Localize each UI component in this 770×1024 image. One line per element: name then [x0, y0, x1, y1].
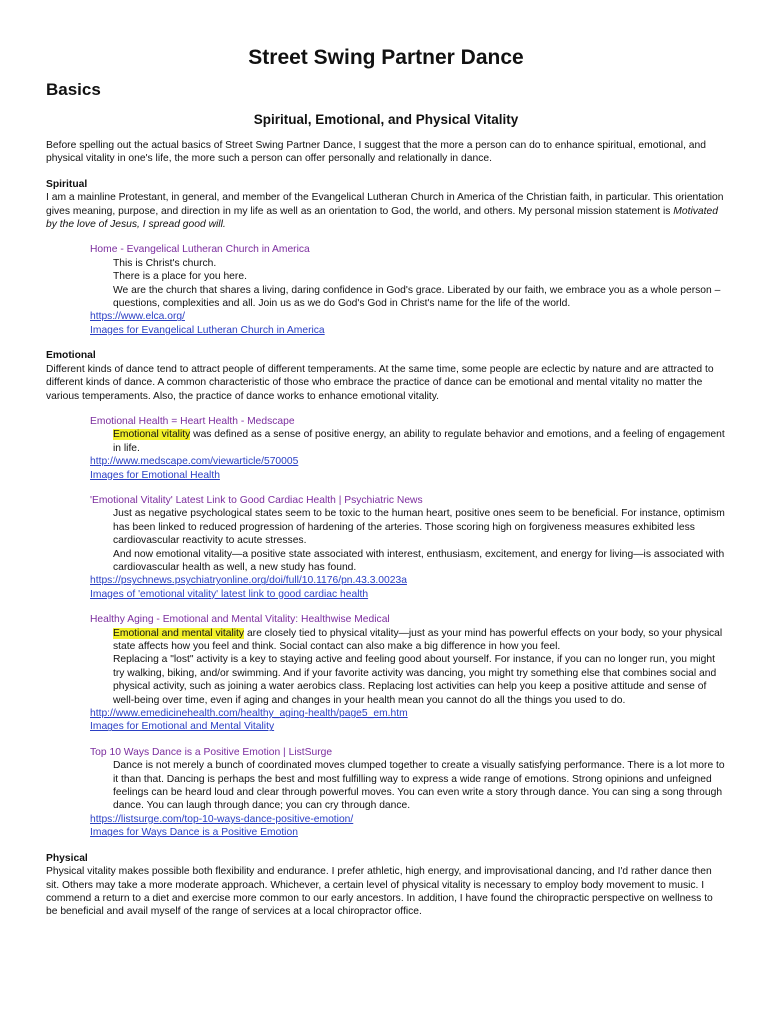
- intro-paragraph: Before spelling out the actual basics of Street Swing Partner Dance, I suggest that the more a person can do to enhance spiritual, emotional, and physical vitality in one's life, the more such a person can offer personally and relationally in dance.: [46, 140, 706, 165]
- psychnews-images-link[interactable]: Images of 'emotional vitality' latest link to good cardiac health: [90, 588, 369, 600]
- elca-reference: [90, 243, 726, 337]
- physical-paragraph: Physical vitality makes possible both flexibility and endurance. I prefer athletic, high energy, and improvisational dancing, and I'd rather dance then sit. Others may take a more moderate approach. Whichever, a certain level of physical vitality is necessary to employ body movement to music. I commend a return to a diet and exercise more common to our early ancestors. In addition, I have found the chiropractic perspective on wellness to be beneficial and avail myself of the range of services at a local chiropractor office.: [46, 866, 713, 918]
- highlighted-term: Emotional and mental vitality: [113, 627, 245, 639]
- listsurge-title-link[interactable]: Top 10 Ways Dance is a Positive Emotion | ListSurge: [90, 746, 333, 758]
- spiritual-section: [46, 178, 726, 337]
- healthwise-quote-text: are closely tied to physical vitality—just as your mind has powerful effects on your body, so your physical state affects how you feel and think. Social contact can also make a big difference in how you feel.: [113, 627, 723, 652]
- psychnews-reference: [90, 494, 726, 601]
- healthwise-quote-1: [113, 627, 726, 654]
- elca-quote-2: There is a place for you here.: [113, 271, 247, 283]
- mission-statement: Motivated by the love of Jesus, I spread good will.: [46, 205, 718, 231]
- spiritual-heading: Spiritual: [46, 178, 88, 190]
- psychnews-url-link[interactable]: https://psychnews.psychiatryonline.org/doi/full/10.1176/pn.43.3.0023a: [90, 575, 407, 587]
- emotional-paragraph: Different kinds of dance tend to attract people of different temperaments. At the same time, some people are eclectic by nature and are attracted to different kinds of dance. A common characteristic of those who embrace the practice of dance can be emotional and mental vitality no matter the various temperaments. Also, the practice of dance works to enhance emotional vitality.: [46, 363, 714, 402]
- medscape-quote: [113, 428, 726, 455]
- elca-url-link[interactable]: https://www.elca.org/: [90, 311, 185, 323]
- elca-images-link[interactable]: Images for Evangelical Lutheran Church in America: [90, 324, 325, 336]
- elca-title-link[interactable]: Home - Evangelical Lutheran Church in America: [90, 244, 310, 256]
- physical-section: [46, 852, 726, 919]
- psychnews-quote-2: And now emotional vitality—a positive state associated with interest, enthusiasm, excitement, and energy for living—is associated with cardiovascular health as well, a new study has found.: [113, 548, 725, 573]
- listsurge-quote: Dance is not merely a bunch of coordinated moves clumped together to create a visually satisfying performance. There is a lot more to it than that. Dancing is perhaps the best and most fulfilling way to express a wide range of emotions. Strong opinions and unfeigned feelings can be heard loud and clear through powerful moves. You can even write a story through dance. You can sing a song through dance. You can laugh through dance; you can cry through dance.: [113, 760, 725, 812]
- subtitle: Spiritual, Emotional, and Physical Vitality: [253, 112, 519, 127]
- medscape-title-link[interactable]: Emotional Health = Heart Health - Medscape: [90, 415, 295, 427]
- listsurge-reference: [90, 746, 726, 840]
- psychnews-quote-1: Just as negative psychological states seem to be toxic to the human heart, positive ones seem to be beneficial. For instance, optimism has been linked to reduced progression of hardening of the arteries. Those scoring high on forgiveness measures exhibited less cardiovascular reactivity to acute stresses.: [113, 508, 725, 547]
- healthwise-images-link[interactable]: Images for Emotional and Mental Vitality: [90, 721, 275, 733]
- listsurge-url-link[interactable]: https://listsurge.com/top-10-ways-dance-positive-emotion/: [90, 813, 354, 825]
- healthwise-title-link[interactable]: Healthy Aging - Emotional and Mental Vitality: Healthwise Medical: [90, 614, 390, 626]
- spiritual-text: I am a mainline Protestant, in general, and member of the Evangelical Lutheran Church in America of the Christian faith, in particular. This orientation gives meaning, purpose, and direction in my life as well as an orientation to God, the world, and others. My personal mission statement is: [46, 192, 724, 217]
- listsurge-images-link[interactable]: Images for Ways Dance is a Positive Emotion: [90, 827, 298, 839]
- medscape-images-link[interactable]: Images for Emotional Health: [90, 469, 220, 481]
- medscape-reference: [90, 415, 726, 482]
- elca-quote-3: We are the church that shares a living, daring confidence in God's grace. Liberated by our faith, we embrace you as a whole person – questions, complexities and all. Join us as we do God's God in Christ's name for the life of the world.: [113, 284, 721, 310]
- medscape-url-link[interactable]: http://www.medscape.com/viewarticle/570005: [90, 456, 299, 468]
- elca-quote-1: This is Christ's church.: [113, 257, 217, 269]
- medscape-quote-text: was defined as a sense of positive energy, an ability to regulate behavior and emotions, and a feeling of engagement in life.: [113, 429, 725, 454]
- spiritual-paragraph: [46, 191, 726, 231]
- healthwise-url-link[interactable]: http://www.emedicinehealth.com/healthy_aging-health/page5_em.htm: [90, 708, 408, 720]
- healthwise-reference: [90, 613, 726, 734]
- emotional-section: [46, 349, 726, 839]
- section-heading: Basics: [46, 80, 101, 99]
- physical-heading: Physical: [46, 852, 88, 864]
- psychnews-title-link[interactable]: 'Emotional Vitality' Latest Link to Good Cardiac Health | Psychiatric News: [90, 494, 423, 506]
- document-title: Street Swing Partner Dance: [248, 46, 524, 69]
- emotional-heading: Emotional: [46, 350, 96, 362]
- highlighted-term: Emotional vitality: [113, 429, 191, 441]
- healthwise-quote-2: Replacing a "lost" activity is a key to staying active and feeling good about yourself. For instance, if you can no longer run, you might try walking, biking, and/or swimming. And if your favorite activity was dancing, you might try something else that combines social and physical activity, such as joining a water aerobics class. Replacing lost activities can help you keep a positive attitude and sense of well-being over time, even if aging and changes in your health mean you cannot do all the things you used to do.: [113, 654, 717, 706]
